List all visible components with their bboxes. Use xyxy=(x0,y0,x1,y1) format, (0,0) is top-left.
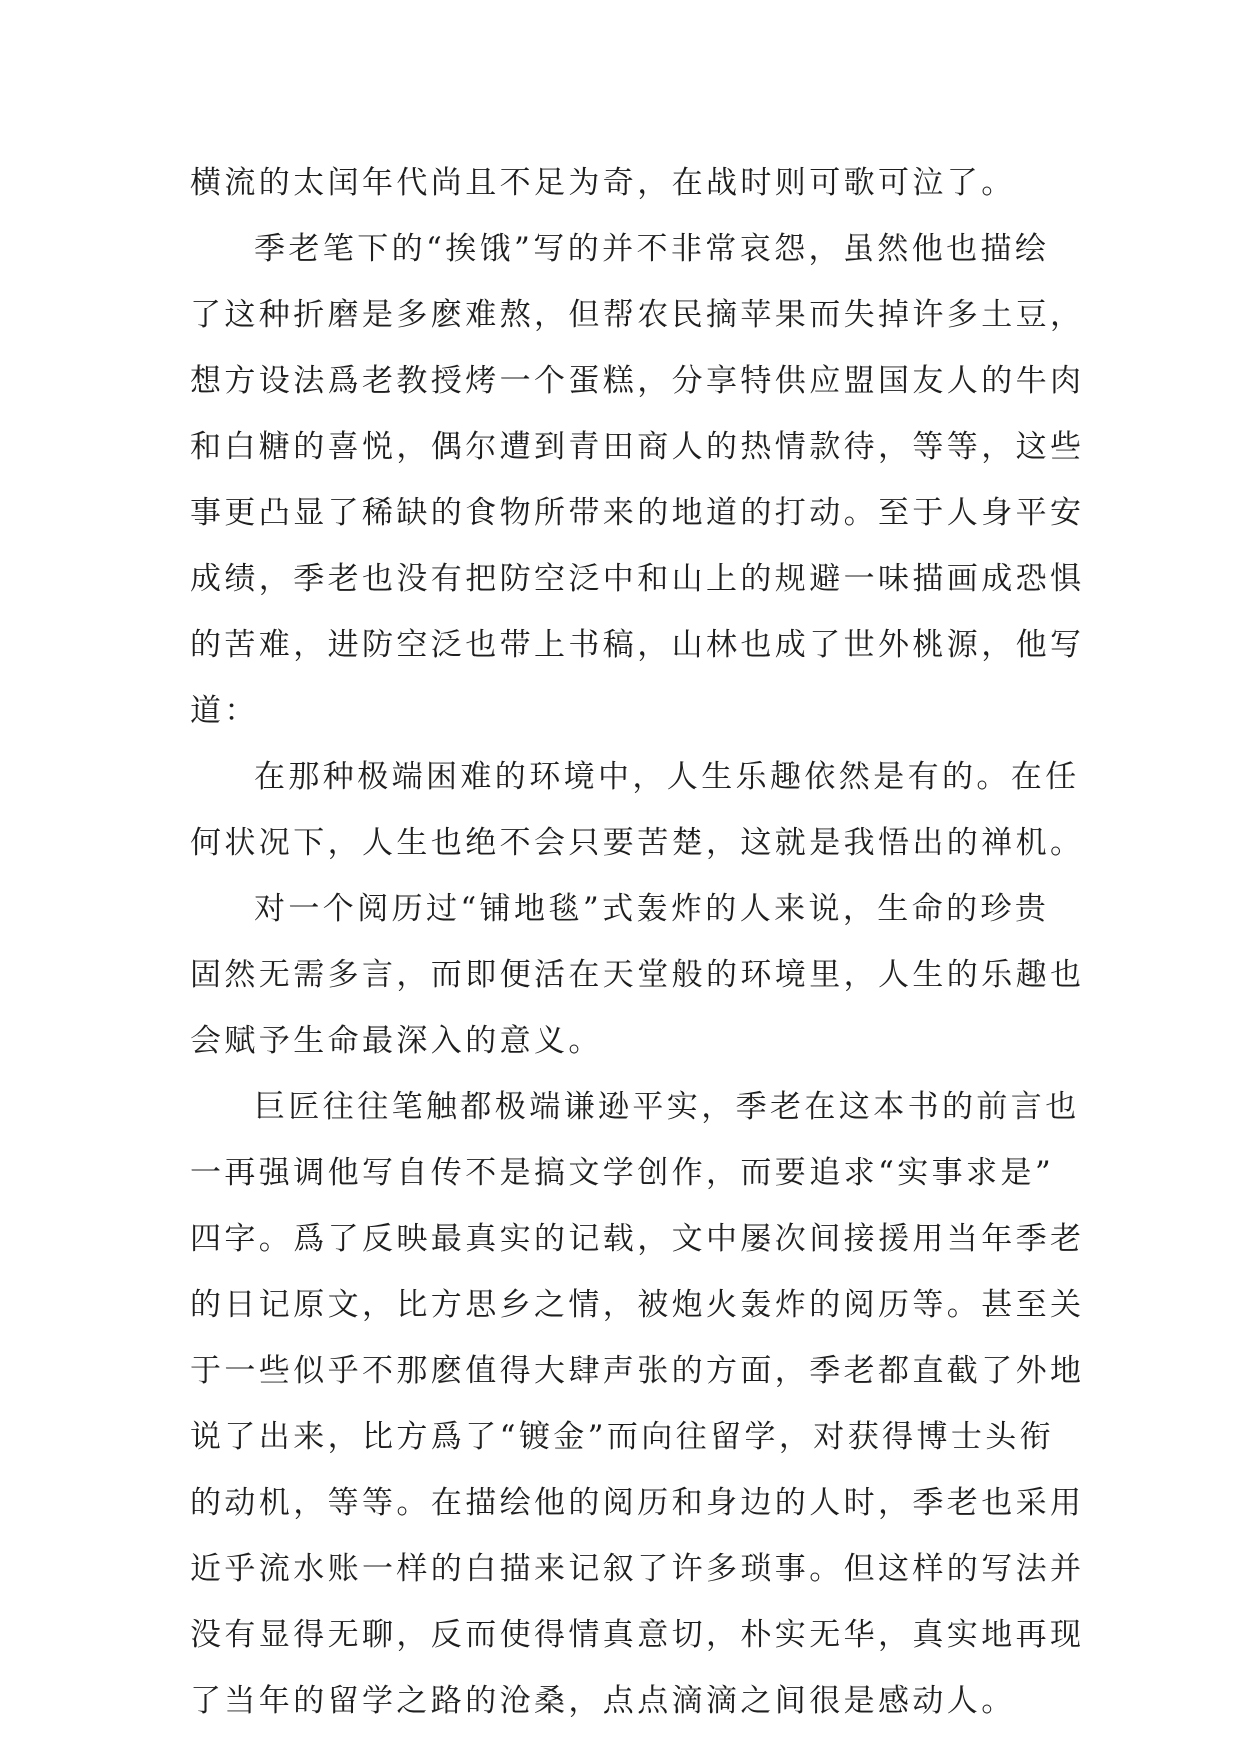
paragraph-start-line: 对一个阅历过“铺地毯”式轰炸的人来说，生命的珍贵 xyxy=(254,891,1050,927)
text-line: 成绩，季老也没有把防空泛中和山上的规避一味描画成恐惧 xyxy=(190,561,1085,597)
text-line: 的日记原文，比方思乡之情，被炮火轰炸的阅历等。甚至关 xyxy=(190,1287,1085,1323)
text-line: 和白糖的喜悦，偶尔遭到青田商人的热情款待，等等，这些 xyxy=(190,429,1085,465)
text-line: 何状况下，人生也绝不会只要苦楚，这就是我悟出的禅机。 xyxy=(190,825,1085,861)
text-line: 想方设法爲老教授烤一个蛋糕，分享特供应盟国友人的牛肉 xyxy=(190,363,1085,399)
text-line: 的苦难，进防空泛也带上书稿，山林也成了世外桃源，他写 xyxy=(190,627,1085,663)
text-line: 道： xyxy=(190,693,259,729)
text-line: 会赋予生命最深入的意义。 xyxy=(190,1023,603,1059)
quote-start-line: 在那种极端困难的环境中，人生乐趣依然是有的。在任 xyxy=(254,759,1080,795)
text-line: 了当年的留学之路的沧桑，点点滴滴之间很是感动人。 xyxy=(190,1683,1016,1719)
paragraph-start-line: 巨匠往往笔触都极端谦逊平实，季老在这本书的前言也 xyxy=(254,1089,1080,1125)
paragraph-start-line: 季老笔下的“挨饿”写的并不非常哀怨，虽然他也描绘 xyxy=(254,231,1050,267)
text-line: 近乎流水账一样的白描来记叙了许多琐事。但这样的写法并 xyxy=(190,1551,1085,1587)
text-line: 横流的太闰年代尚且不足为奇，在战时则可歌可泣了。 xyxy=(190,165,1016,201)
text-line: 事更凸显了稀缺的食物所带来的地道的打动。至于人身平安 xyxy=(190,495,1085,531)
text-line: 固然无需多言，而即便活在天堂般的环境里，人生的乐趣也 xyxy=(190,957,1085,993)
text-line: 说了出来，比方爲了“镀金”而向往留学，对获得博士头衔 xyxy=(190,1419,1055,1455)
text-line: 于一些似乎不那麽值得大肆声张的方面，季老都直截了外地 xyxy=(190,1353,1085,1389)
text-line: 的动机，等等。在描绘他的阅历和身边的人时，季老也采用 xyxy=(190,1485,1085,1521)
text-line: 没有显得无聊，反而使得情真意切，朴实无华，真实地再现 xyxy=(190,1617,1085,1653)
text-line: 一再强调他写自传不是搞文学创作，而要追求“实事求是” xyxy=(190,1155,1055,1191)
body-text xyxy=(190,150,1085,1734)
text-line: 四字。爲了反映最真实的记载，文中屡次间接援用当年季老 xyxy=(190,1221,1085,1257)
text-line: 了这种折磨是多麽难熬，但帮农民摘苹果而失掉许多土豆， xyxy=(190,297,1085,333)
